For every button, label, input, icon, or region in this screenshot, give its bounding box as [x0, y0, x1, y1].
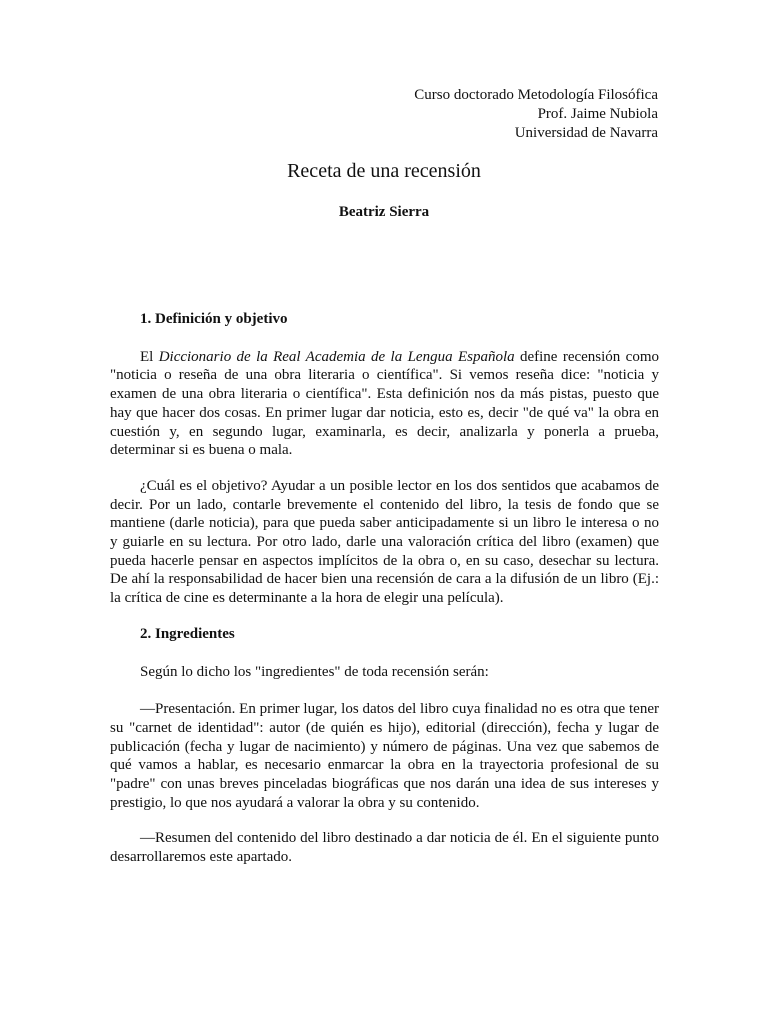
- paragraph-summary: —Resumen del contenido del libro destinado a dar noticia de él. En el siguiente punto desarrollaremos este apartado.: [110, 830, 659, 866]
- university-name: Universidad de Navarra: [514, 125, 658, 141]
- dictionary-title: Diccionario de la Real Academia de la Lengua Española: [158, 348, 515, 365]
- document-body: [110, 310, 659, 867]
- paragraph-definition: [110, 348, 659, 460]
- paragraph-text: El: [140, 348, 159, 365]
- course-name: Curso doctorado Metodología Filosófica: [414, 87, 658, 103]
- course-header: [414, 86, 658, 143]
- document-title: Receta de una recensión: [287, 160, 481, 182]
- paragraph-presentation: —Presentación. En primer lugar, los datos del libro cuya finalidad no es otra que tener su "carnet de identidad": autor (de quién es hijo), editorial (dirección), fecha y lugar de publicación (fecha y lugar de nacimiento) y número de páginas. Una vez que sabemos de qué vamos a hablar, es necesario enmarcar la obra en la trayectoria profesional de su "padre" con unas breves pinceladas biográficas que nos darán una idea de sus intereses y prestigio, lo que nos ayudará a valorar la obra y su contenido.: [110, 701, 659, 811]
- paragraph-ingredients-intro: Según lo dicho los "ingredientes" de toda recensión serán:: [140, 663, 489, 680]
- author-name: Beatriz Sierra: [338, 204, 430, 220]
- paragraph-text: define recensión como "noticia o reseña de una obra literaria o científica". Si vemos reseña dice: "noticia y examen de una obra literaria o científica". Esta definición nos da más pistas, puesto que hay que hacer dos cosas. En primer lugar dar noticia, esto es, decir "de qué va" la obra en cuestión y, en segundo lugar, examinarla, es decir, analizarla y ponerla a prueba, determinar si es buena o mala.: [110, 348, 659, 459]
- section-heading-ingredients: 2. Ingredientes: [140, 625, 235, 642]
- section-heading-definition: 1. Definición y objetivo: [140, 311, 288, 327]
- professor-name: Prof. Jaime Nubiola: [537, 106, 658, 122]
- paragraph-objective: ¿Cuál es el objetivo? Ayudar a un posible lector en los dos sentidos que acabamos de decir. Por un lado, contarle brevemente el contenido del libro, la tesis de fondo que se mantiene (darle noticia), para que pueda saber anticipadamente si un libro le interesa o no y guiarle en su lectura. Por otro lado, darle una valoración crítica del libro (examen) que pueda hacerle pensar en aspectos implícitos de la obra o, en su caso, desechar su lectura. De ahí la responsabilidad de hacer bien una recensión de cara a la difusión de un libro (Ej.: la crítica de cine es determinante a la hora de elegir una película).: [110, 477, 659, 607]
